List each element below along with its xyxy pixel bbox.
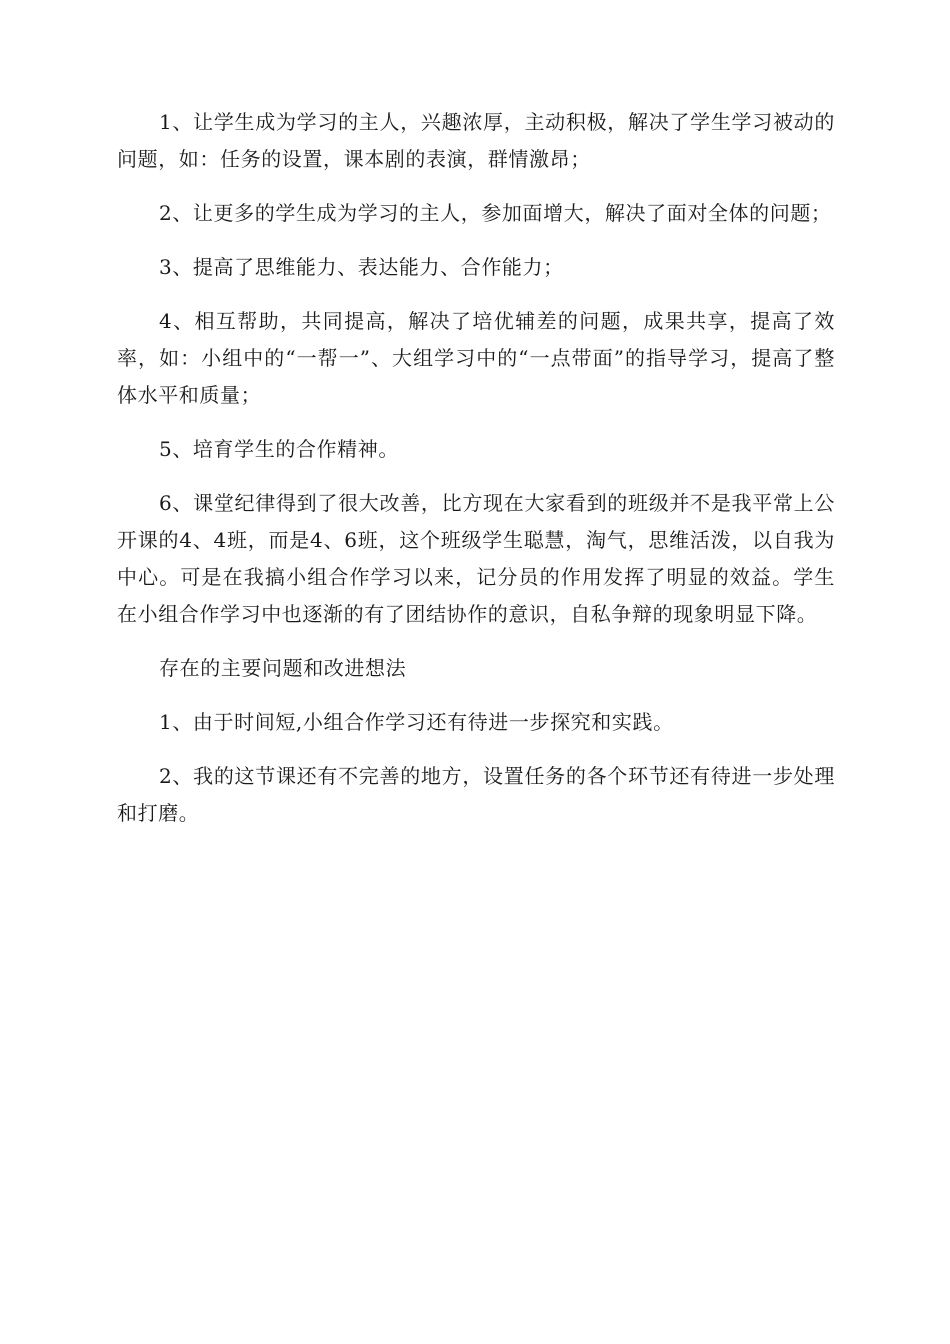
paragraph-1: 1、让学生成为学习的主人，兴趣浓厚，主动积极，解决了学生学习被动的问题，如：任务的设置，课本剧的表演，群情激昂；: [117, 110, 835, 171]
paragraph-4: 4、相互帮助，共同提高，解决了培优辅差的问题，成果共享，提高了效率，如：小组中的“一帮一”、大组学习中的“一点带面”的指导学习，提高了整体水平和质量；: [117, 309, 835, 407]
paragraph-8: 1、由于时间短,小组合作学习还有待进一步探究和实践。: [159, 710, 674, 734]
paragraph-5: 5、培育学生的合作精神。: [159, 437, 399, 461]
section-heading: 存在的主要问题和改进想法: [159, 656, 407, 680]
document-body: [117, 104, 835, 849]
paragraph-2: 2、让更多的学生成为学习的主人，参加面增大，解决了面对全体的问题；: [159, 201, 832, 225]
paragraph-9: 2、我的这节课还有不完善的地方，设置任务的各个环节还有待进一步处理和打磨。: [117, 764, 835, 825]
paragraph-6: 6、课堂纪律得到了很大改善，比方现在大家看到的班级并不是我平常上公开课的4、4班，而是4、6班，这个班级学生聪慧，淘气，思维活泼，以自我为中心。可是在我搞小组合作学习以来，记分员的作用发挥了明显的效益。学生在小组合作学习中也逐渐的有了团结协作的意识，自私争辩的现象明显下降。: [117, 491, 835, 626]
paragraph-3: 3、提高了思维能力、表达能力、合作能力；: [159, 255, 564, 279]
